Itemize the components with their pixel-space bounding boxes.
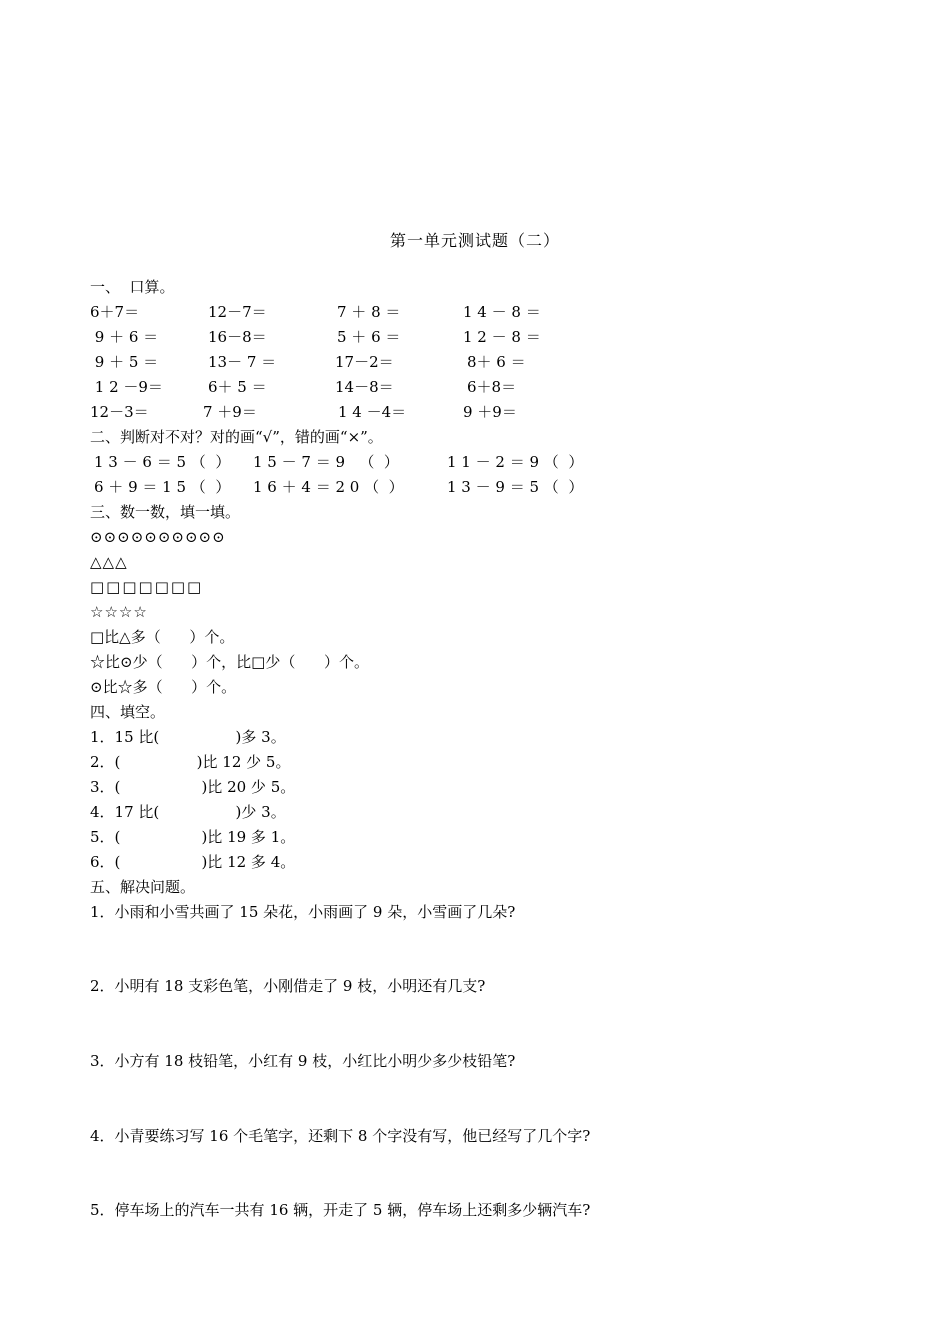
- section-4-heading: 四、填空。: [90, 703, 166, 721]
- square-shapes: □□□□□□□: [90, 578, 204, 596]
- word-problem: 3．小方有 18 枝铅笔，小红有 9 枝，小红比小明少多少枝铅笔?: [90, 1052, 516, 1070]
- fill-item: 6．( )比 12 多 4。: [90, 853, 296, 871]
- judge-item: 6 ＋ 9 ＝ 1 5 （ ）: [94, 478, 231, 496]
- calc-item: 1 2 － 8 ＝: [463, 328, 541, 346]
- calc-item: 5 ＋ 6 ＝: [337, 328, 401, 346]
- judge-item: 1 6 ＋ 4 ＝ 2 0 （ ）: [253, 478, 404, 496]
- count-question: □比△多（ ）个。: [90, 628, 235, 646]
- fill-item: 3．( )比 20 少 5。: [90, 778, 296, 796]
- fill-item: 4．17 比( )少 3。: [90, 803, 286, 821]
- count-question: ⊙比☆多（ ）个。: [90, 678, 237, 696]
- calc-item: 1 4 －4＝: [338, 403, 407, 421]
- calc-item: 16－8＝: [208, 328, 267, 346]
- calc-item: 12－3＝: [90, 403, 149, 421]
- judge-item: 1 5 － 7 ＝ 9 （ ）: [253, 453, 399, 471]
- section-2-heading: 二、判断对不对？对的画“√”，错的画“×”。: [90, 428, 383, 446]
- fill-item: 1．15 比( )多 3。: [90, 728, 286, 746]
- calc-item: 6＋ 5 ＝: [208, 378, 267, 396]
- section-5-heading: 五、解决问题。: [90, 878, 196, 896]
- calc-item: 12－7＝: [208, 303, 267, 321]
- calc-item: 6＋7＝: [90, 303, 140, 321]
- calc-item: 9 ＋ 5 ＝: [90, 353, 159, 371]
- calc-item: 9 ＋9＝: [463, 403, 517, 421]
- page-title: 第一单元测试题（二）: [389, 231, 560, 250]
- count-question: ☆比⊙少（ ）个，比□少（ ）个。: [90, 653, 369, 671]
- calc-item: 17－2＝: [335, 353, 394, 371]
- calc-item: 6＋8＝: [467, 378, 517, 396]
- judge-item: 1 3 － 9 ＝ 5 （ ）: [447, 478, 584, 496]
- section-3-heading: 三、数一数，填一填。: [90, 503, 241, 521]
- word-problem: 5．停车场上的汽车一共有 16 辆，开走了 5 辆，停车场上还剩多少辆汽车?: [90, 1201, 591, 1219]
- word-problem: 2．小明有 18 支彩色笔，小刚借走了 9 枝，小明还有几支?: [90, 977, 486, 995]
- circle-shapes: ⊙⊙⊙⊙⊙⊙⊙⊙⊙⊙: [90, 528, 226, 546]
- calc-item: 9 ＋ 6 ＝: [90, 328, 159, 346]
- word-problem: 1．小雨和小雪共画了 15 朵花，小雨画了 9 朵，小雪画了几朵?: [90, 903, 516, 921]
- section-1-heading: 一、 口算。: [90, 278, 175, 296]
- triangle-shapes: △△△: [90, 553, 128, 571]
- calc-item: 1 2 －9＝: [90, 378, 163, 396]
- judge-item: 1 3 － 6 ＝ 5 （ ）: [94, 453, 231, 471]
- fill-item: 2．( )比 12 少 5。: [90, 753, 291, 771]
- word-problem: 4．小青要练习写 16 个毛笔字，还剩下 8 个字没有写，他已经写了几个字?: [90, 1127, 591, 1145]
- calc-item: 14－8＝: [335, 378, 394, 396]
- calc-item: 8＋ 6 ＝: [467, 353, 526, 371]
- calc-item: 13－ 7 ＝: [208, 353, 277, 371]
- fill-item: 5．( )比 19 多 1。: [90, 828, 296, 846]
- judge-item: 1 1 － 2 ＝ 9 （ ）: [447, 453, 584, 471]
- calc-item: 7 ＋ 8 ＝: [337, 303, 401, 321]
- calc-item: 1 4 － 8 ＝: [463, 303, 541, 321]
- star-shapes: ☆☆☆☆: [90, 603, 148, 621]
- calc-item: 7 ＋9＝: [203, 403, 257, 421]
